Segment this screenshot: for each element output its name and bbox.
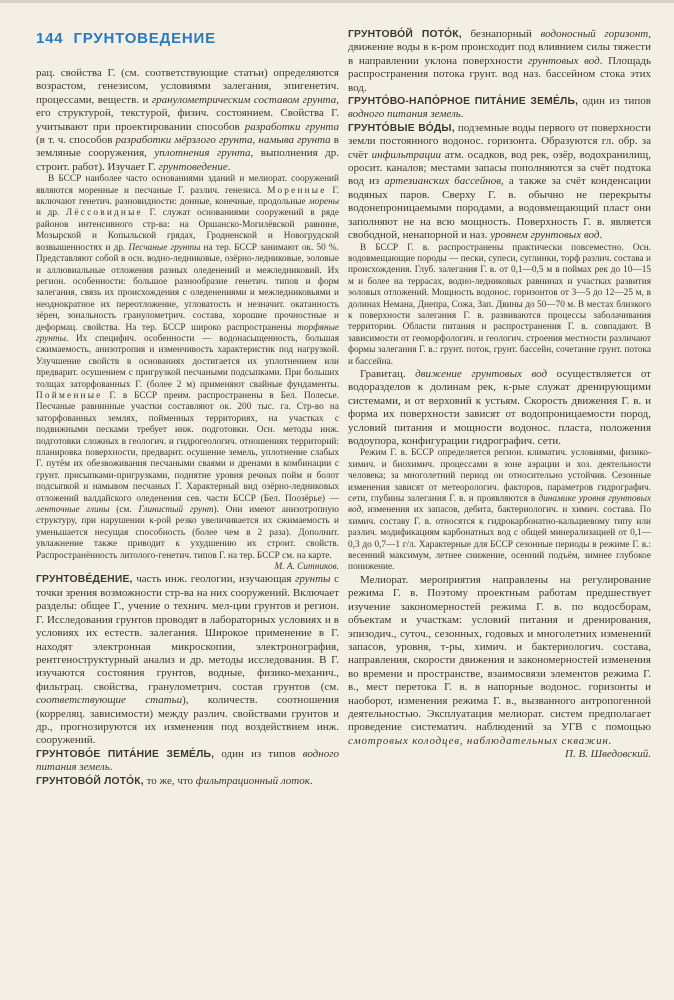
italic-term: грунтоведение [158,160,228,173]
text-run: осуществляется от водоразделов к долинам рек, к-рые служат дренирующими системами, и от верховий к устьям. Скорость движения Г. в. и форма их поверхности зависят от водопроницаемости пород, условий питания и мощности водонос. пласта, положения водоупора, конфигурации гидрографич. сети. [348,367,651,447]
text-run: . [227,160,231,173]
text-run: один из типов [214,747,303,760]
italic-term: водоносный горизонт [540,28,649,40]
entry-headword: ГРУНТОВО́Й ПОТО́К, [348,29,462,40]
text-run: Г. в БССР преим. распространены в Бел. Полесье. Песчаные равнинные участки составляют ок. 200 тыс. га. Стр-во на заторфованных землях, пойменных территориях, на участках с подвижными песками требует инж. подготовки. Осн. методы инж. подготовки сложных в геологич. и гидрогеологич. отношениях территорий: планировка поверхности, предварит. осушение земель, уплотнение слабых Г. путём их обезвоживания песчаными сваями и дренами в комбинации с грунт. присыпками-пригрузками, поднятие уровня речных пойм и болот подсыпкой и намывом песчаных Г. Характерный вид озёрно-ледниковых отложений валдайского оледенения сев. части БССР (Бел. Поозёрье) — [36,390,339,504]
italic-term: водного питания земель [36,747,339,774]
bssr-groundwater-smalltext [348,243,651,368]
text-column-left [36,28,339,788]
entry-gruntovye-vody [348,122,651,243]
italic-term: фильтрационный лоток [195,774,310,787]
entry-headword: ГРУНТОВО́Й ЛОТО́К, [36,775,144,787]
text-run: один из типов [578,95,651,108]
text-run: . [599,229,603,242]
entry-gruntovo-napornoe-pitanie-zemel [348,95,651,122]
text-run: ). Они имеют анизотропную структуру, при нарушении к-рой резко увеличивается их сжимаемость и уменьшается несущая способность (более чем в 2 раза). Дополнит. увлажнение также приводит к ухудшению их строит. свойств. Распространённость литолого-генетич. типов Г. на тер. БССР см. на карте. [36,505,339,561]
italic-term: водного питания земель [348,108,461,121]
entry-headword: ГРУНТОВЕ́ДЕНИЕ, [36,574,133,586]
italic-term: Песчаные грунты [128,242,201,253]
italic-term: уровнем грунтовых вод [490,229,600,242]
italic-term: движение грунтовых вод [415,367,548,380]
entry-gruntovoy-potok [348,28,651,95]
italic-term: гранулометрическим составом грунта [151,93,337,106]
text-run: В БССР наиболее часто основаниями зданий и мелиорат. сооружений являются моренные и песчаные Г. различ. генезиса. [36,174,339,196]
italic-term: инфильтрации [371,148,442,161]
author-signature: П. В. Шведовский. [565,748,651,761]
melioration-paragraph [348,574,651,762]
text-run: (см. [109,505,139,516]
spaced-term: Пойменные [36,390,103,401]
continued-paragraph [36,67,339,174]
text-run: с точки зрения возможности стр-ва на них сооружений. Включает разделы: общее Г., учение о технич. мел-ции грунтов и регион. Г. Исследования грунтов проводят в лабораторных условиях и в условиях их естеств. залегания. Широкое применение в Г. находят электронная микроскопия, электронография, рентгеноструктурный анализ и др. методы исследования. В Г. изучаются состояния грунтов, водные, физико-механич., фильтрац. свойства, гранулометрич. состав грунтов (см. [36,573,339,693]
italic-term: соответствующие статьи [36,694,183,707]
text-run: В БССР Г. в. распространены практически повсеместно. Осн. водовмещающие породы — пески, супеси, суглинки, торф различ. состава и происхождения. Глуб. залегания Г. в. от 0,1—0,5 м в поймах рек до 10—15 м и более на террасах, водно-ледниковых равнинах и участках развития эоловых отложений. Мощность водонос. горизонтов от 3—5 до 12—25 м, в долинах Немана, Днепра, Сожа, Зап. Двины до 50—70 м. В местах близкого к поверхности залегания Г. в. развиваются процессы заболачивания территории. Области питания и распространения Г. в. совпадают. В зависимости от геоморфологич. и геологич. строения местности различают формы залегания Г. в.: грунт. поток, грунт. бассейн, сочетание грунт. потока и бассейна. [348,242,651,367]
entry-headword: ГРУНТОВО́Е ПИТА́НИЕ ЗЕМЕ́ЛЬ, [36,748,215,760]
entry-gruntovoy-lotok [36,775,339,788]
italic-spaced-term: смотровых колодцев, наблюдательных скважин. [348,734,613,747]
author-signature: М. А. Ситников. [274,562,339,573]
text-run: часть инж. геологии, изучающая [132,573,296,586]
italic-term: уплотнения грунта [154,147,251,160]
running-title: ГРУНТОВЕДЕНИЕ [73,30,216,47]
text-run: . Площадь распространения потока грунт. вод наз. бассейном стока этих вод. [348,54,651,94]
bssr-soils-smalltext [36,174,339,573]
text-run: атм. осадков, вод рек, озёр, водохранилищ, оросит. каналов; местами запасы пополняются за счёт подтока вод из [348,148,651,188]
text-run: Мелиорат. мероприятия направлены на регулирование режима Г. в. Поэтому проектным работам предшествует изучение закономерностей режима Г. в. по водосборам, объектам и участкам: условий питания и дренирования, эпизодич., суточ., сезонных, годовых и многолетних изменений запасов, уровня, т-ры, химич. и бактериологич. состава, направления, скорости движения и закономерностей изменения во времени и пространстве, взаимосвязи элементов режима Г. в., мест перетока Г. в. в напорные водонос. горизонты и наоборот, изменения режима Г. в., вызванного антропогенной деятельностью. Эксплуатация мелиорат. систем предполагает проведение систематич. наблюдений за УГВ с помощью [348,573,651,734]
gravity-movement-paragraph [348,368,651,448]
italic-term: Глинистый грунт [138,505,214,516]
text-run: . [309,774,313,787]
italic-term: разработки мёрзлого грунта, намыва грунта [115,134,331,147]
running-head [36,30,339,47]
italic-term: грунтовых вод [527,54,600,67]
text-run: , его структурой, текстурой, физич. состоянием. Свойства Г. учитывают при проектировании способов [36,93,340,133]
text-run: рац. свойства Г. (см. соответствующие статьи) определяются возрастом, генезисом, условиями залегания, эпигенетич. процессами, веществ. и [36,67,339,106]
text-run: Г. служат основаниями сооружений в ряде районов интенсивного стр-ва: на Оршанско-Могилёвской равнине, Мозырской и Копыльской грядах, Гродненской и Новогрудской возвышенностях и др. [36,208,339,253]
regime-smalltext [348,448,651,573]
two-column-layout [36,28,652,788]
text-run: и др. [36,208,66,219]
entry-headword: ГРУНТО́ВЫЕ ВО́ДЫ, [348,122,455,134]
text-run: , выполнения др. строит. работ). Изучает Г. [36,147,339,173]
italic-term: динамике уровня грунтовых вод [348,494,651,516]
text-run: . [109,761,113,774]
italic-term: морены [308,197,339,208]
text-run: безнапорный [461,28,541,40]
text-run: . Их специфич. особенности — водонасыщенность, большая сжимаемость, анизотропия и изменчивость характеристик под нагрузкой. Улучшение свойств в основаниях достигается их уплотнением или предварит. осушением с пригрузкой песчаными подсыпками. При больших толщах заторфованных Г. (более 2 м) применяют свайные фундаменты. [36,333,339,390]
italic-term: ленточные глины [36,505,110,516]
text-run: ), количеств. соотношения (корреляц. зависимости) между различ. свойствами грунтов и др., прогнозируются их изменения под воздействием инж. сооружений. [36,694,339,747]
text-run: , движение воды в к-ром происходит под влиянием силы тяжести в направлении уклона поверхности [348,28,651,67]
entry-gruntovedenie [36,573,339,747]
italic-term: торфяные грунты [36,322,339,344]
italic-term: разработки грунта [244,120,339,133]
text-run: , а также за счёт конденсации водяных паров. Сверху Г. в. обычно не перекрыты водонепроницаемыми породами, а водовмещающий пласт они заполняют не на всю мощность. Поверхность Г. в. является свободной, ненапорной и наз. [348,175,651,242]
italic-term: артезианских бассейнов [384,175,501,188]
spaced-term: Лёссовидные [65,208,143,219]
spaced-term: Моренные [267,185,327,196]
page-number: 144 [36,30,64,47]
text-run: . [460,108,464,121]
text-run: Г. включают генетич. разновидности: донные, конечные, продольные [36,185,339,208]
text-run: на тер. БССР занимают ок. 50 %. Представляют собой в осн. водно-ледниковые, озёрно-ледниковые, эоловые и аллювиальные отложения разных оледенений и межледниковий. Их регион. особенности: большое разнообразие генетич. типов и форм залегания, связь их происхождения с оледенениями и межледниковьями и неоднократное их переотложение, угловатость и незначит. окатанность зёрен, зональность гранулометрич. состава, хорошие прочностные и деформац. свойства. На тер. БССР широко распространены [36,242,339,333]
entry-gruntovoe-pitanie-zemel [36,748,339,775]
entry-headword: ГРУНТО́ВО-НАПО́РНОЕ ПИТА́НИЕ ЗЕМЕ́ЛЬ, [348,96,579,108]
text-run: Режим Г. в. БССР определяется регион. климатич. условиями, физико-химич. и биохимич. процессами в зоне аэрации и хоз. деятельности человека; за многолетний период он относительно устойчив. Сезонные изменения зависят от метеорологич. факторов, параметров гидрографич. сети, глубины залегания Г. в. и проявляются в [348,448,651,505]
text-run: то же, что [143,774,196,787]
italic-term: грунты [295,573,331,586]
text-run: Гравитац. [360,367,416,380]
text-run: подземные воды первого от поверхности земли постоянного водонос. горизонта. Образуются гл. обр. за счёт [348,121,651,161]
text-run: , изменения их запасов, дебита, бактериологич. и химич. состава. По химич. составу Г. в. относятся к гидрокарбонатно-кальциевому типу или различ. модификациям карбонатных вод с общей минерализацией от 0,1—0,3 до 0,7—1 г/л. Характерные для БССР сезонные периоды в режиме Г. в.: весенний максимум, летнее снижение, осенний подъём, зимнее глубокое понижение. [348,505,651,573]
text-column-right [348,28,651,788]
text-run: в земляные сооружения, [36,134,339,160]
text-run: (в т. ч. способов [36,134,116,147]
